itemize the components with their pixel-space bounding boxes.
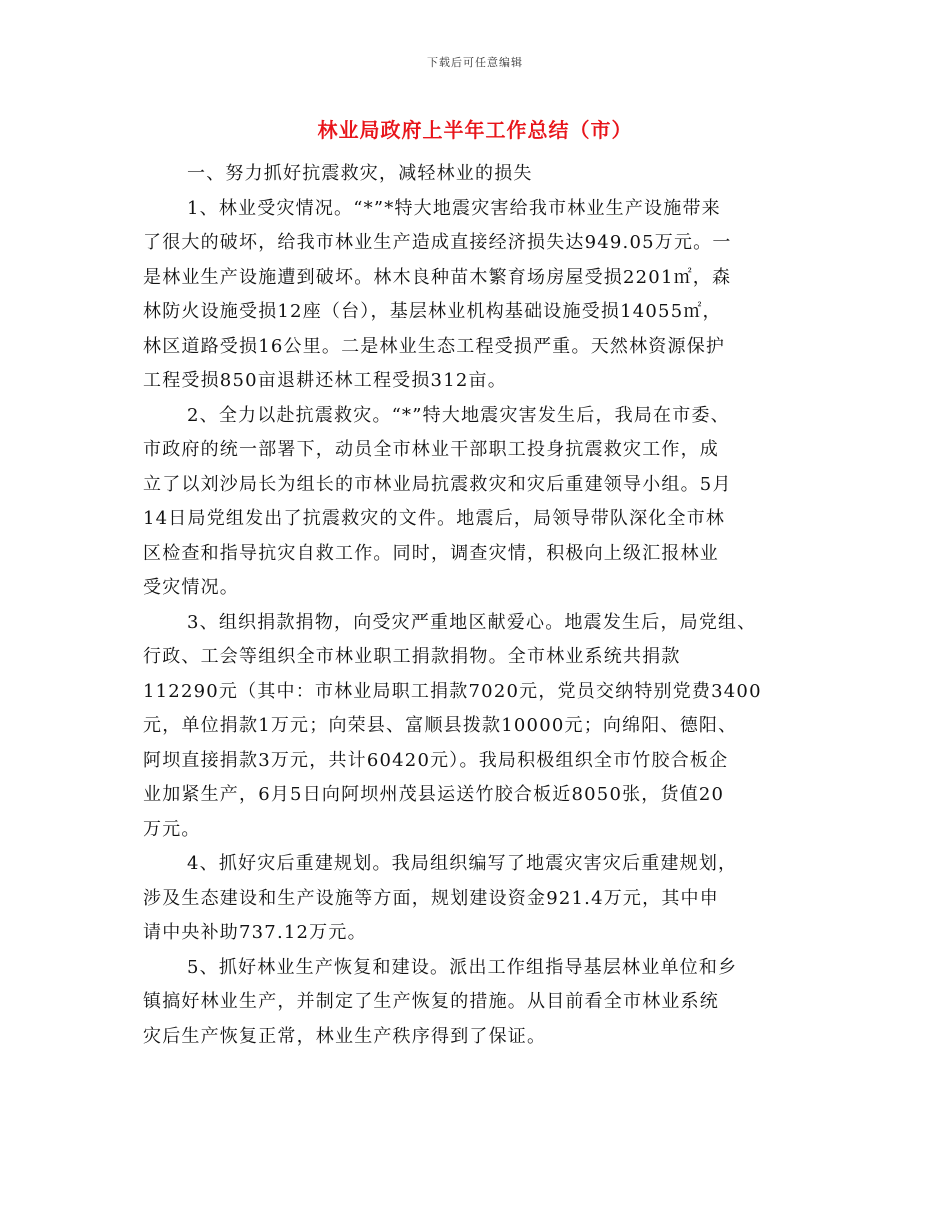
paragraph-line: 了很大的破坏，给我市林业生产造成直接经济损失达949.05万元。一	[143, 232, 732, 253]
paragraph-line: 4、抓好灾后重建规划。我局组织编写了地震灾害灾后重建规划，	[187, 853, 738, 874]
paragraph-line: 是林业生产设施遭到破坏。林木良种苗木繁育场房屋受损2201㎡，森	[143, 266, 732, 288]
paragraph-line: 业加紧生产，6月5日向阿坝州茂县运送竹胶合板近8050张，货值20	[143, 784, 725, 805]
document-body	[143, 157, 808, 1054]
paragraph-line: 5、抓好林业生产恢复和建设。派出工作组指导基层林业单位和乡	[187, 956, 738, 978]
paragraph-line: 灾后生产恢复正常，林业生产秩序得到了保证。	[143, 1025, 547, 1047]
paragraph-line: 涉及生态建设和生产设施等方面，规划建设资金921.4万元，其中申	[143, 887, 719, 909]
paragraph-line: 112290元（其中：市林业局职工捐款7020元，党员交纳特别党费3400	[143, 680, 762, 702]
paragraph-line: 林区道路受损16公里。二是林业生态工程受损严重。天然林资源保护	[143, 335, 726, 357]
paragraph-line: 工程受损850亩退耕还林工程受损312亩。	[143, 370, 507, 391]
paragraph-line: 14日局党组发出了抗震救灾的文件。地震后，局领导带队深化全市林	[143, 508, 726, 529]
paragraph-line: 元，单位捐款1万元；向荣县、富顺县拨款10000元；向绵阳、德阳、	[143, 715, 738, 736]
header-note: 下载后可任意编辑	[427, 56, 523, 69]
paragraph-line: 3、组织捐款捐物，向受灾严重地区献爱心。地震发生后，局党组、	[187, 611, 757, 633]
section-heading-1: 一、努力抓好抗震救灾，减轻林业的损失	[187, 163, 533, 184]
paragraph-line: 请中央补助737.12万元。	[143, 922, 367, 943]
paragraph-line: 镇搞好林业生产，并制定了生产恢复的措施。从目前看全市林业系统	[143, 991, 719, 1012]
paragraph-line: 林防火设施受损12座（台），基层林业机构基础设施受损14055㎡，	[143, 301, 722, 322]
paragraph-line: 受灾情况。	[143, 577, 239, 598]
document-title: 林业局政府上半年工作总结（市）	[317, 118, 633, 142]
paragraph-line: 区检查和指导抗灾自救工作。同时，调查灾情，积极向上级汇报林业	[143, 542, 719, 564]
paragraph-line: 万元。	[143, 818, 201, 840]
paragraph-line: 1、林业受灾情况。“*”*特大地震灾害给我市林业生产设施带来	[187, 197, 721, 219]
paragraph-line: 阿坝直接捐款3万元，共计60420元）。我局积极组织全市竹胶合板企	[143, 749, 729, 771]
paragraph-line: 立了以刘沙局长为组长的市林业局抗震救灾和灾后重建领导小组。5月	[143, 473, 732, 495]
paragraph-line: 2、全力以赴抗震救灾。“*”特大地震灾害发生后，我局在市委、	[187, 404, 730, 426]
paragraph-line: 行政、工会等组织全市林业职工捐款捐物。全市林业系统共捐款	[143, 646, 681, 667]
paragraph-line: 市政府的统一部署下，动员全市林业干部职工投身抗震救灾工作，成	[143, 439, 719, 460]
